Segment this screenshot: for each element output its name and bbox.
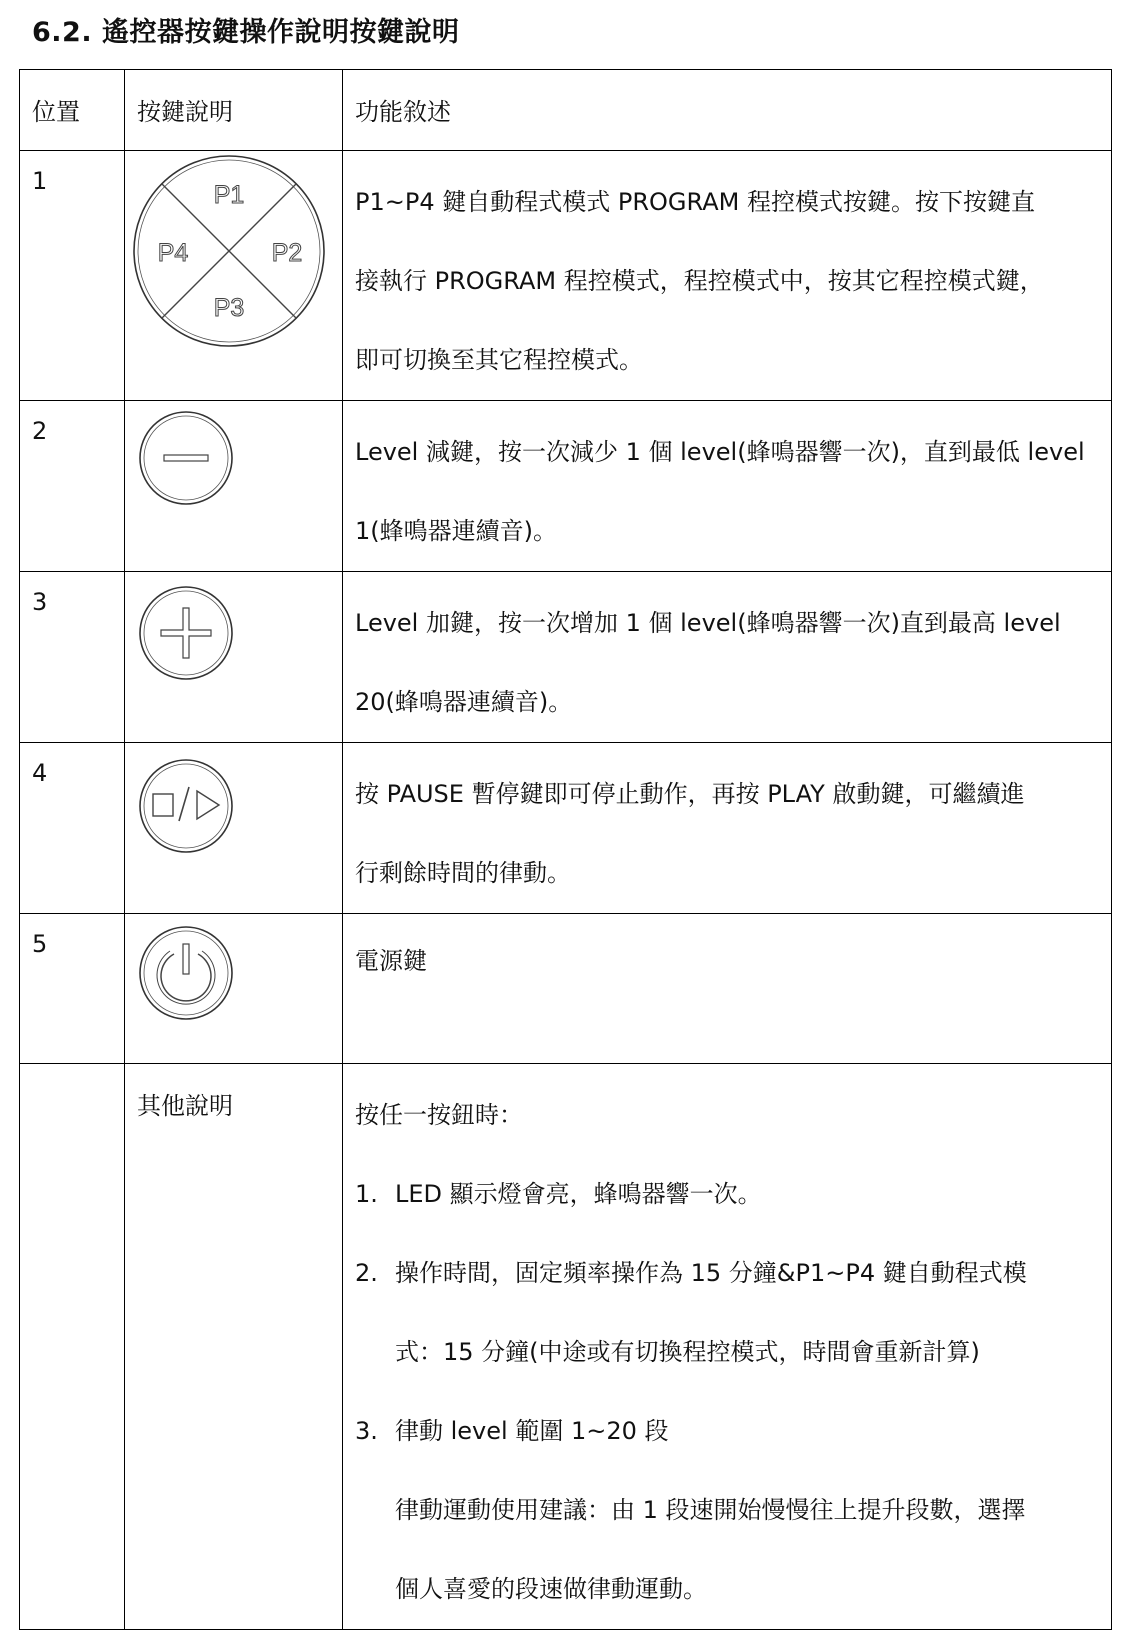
description-line: 20(蜂鳴器連續音)。 [355,688,573,716]
row-icon-cell [125,743,343,914]
other-description [343,1064,1112,1630]
row-description [343,914,1112,1064]
list-item-continuation: 式：15 分鐘(中途或有切換程控模式，時間會重新計算) [395,1338,980,1366]
pause-play-icon [131,751,241,861]
row-position: 2 [20,401,125,572]
minus-icon [131,403,241,513]
page-title: 6.2. 遙控器按鍵操作說明按鍵說明 [32,17,460,48]
row-icon-cell [125,914,343,1064]
list-item-continuation: 律動運動使用建議：由 1 段速開始慢慢往上提升段數，選擇 [395,1496,1026,1524]
list-item-continuation: 個人喜愛的段速做律動運動。 [395,1575,707,1603]
list-item-text: 操作時間，固定頻率操作為 15 分鐘&P1~P4 鍵自動程式模 [395,1259,1027,1287]
table-header-row [20,70,1112,151]
list-item-text: 律動 level 範圍 1~20 段 [395,1417,669,1445]
row-description [343,151,1112,401]
row-icon-cell [125,572,343,743]
list-item-number: 1. [355,1180,378,1208]
description-line: Level 加鍵，按一次增加 1 個 level(蜂鳴器響一次)直到最高 level [355,609,1061,637]
description-line: 接執行 PROGRAM 程控模式，程控模式中，按其它程控模式鍵， [355,267,1044,295]
table-row [20,151,1112,401]
description-line: 按 PAUSE 暫停鍵即可停止動作，再按 PLAY 啟動鍵，可繼續進 [355,780,1025,808]
p1-label: P1 [213,181,245,209]
description-line: 電源鍵 [355,947,427,975]
header-position: 位置 [20,70,125,151]
plus-icon [131,578,241,688]
row-icon-cell [125,401,343,572]
p4-label: P4 [157,239,189,267]
row-description [343,572,1112,743]
power-icon [131,918,241,1028]
description-line: 1(蜂鳴器連續音)。 [355,517,557,545]
other-label: 其他說明 [125,1064,343,1630]
row-position: 4 [20,743,125,914]
header-function: 功能敘述 [343,70,1112,151]
table-row [20,743,1112,914]
row-icon-cell [125,151,343,401]
description-line: Level 減鍵，按一次減少 1 個 level(蜂鳴器響一次)，直到最低 level [355,438,1085,466]
table-row [20,914,1112,1064]
description-line: 行剩餘時間的律動。 [355,859,571,887]
key-description-table [19,69,1112,1630]
list-item-number: 3. [355,1417,378,1445]
list-item-number: 2. [355,1259,378,1287]
list-item [355,1234,1101,1313]
table-row-other [20,1064,1112,1630]
row-position: 5 [20,914,125,1064]
p1-p4-program-icon [131,151,331,381]
row-position: 3 [20,572,125,743]
row-position: 1 [20,151,125,401]
table-row [20,572,1112,743]
description-line: P1~P4 鍵自動程式模式 PROGRAM 程控模式按鍵。按下按鍵直 [355,188,1035,216]
list-item [355,1392,1101,1471]
row-description [343,401,1112,572]
row-description [343,743,1112,914]
list-item-text: LED 顯示燈會亮，蜂鳴器響一次。 [395,1180,762,1208]
p3-label: P3 [213,294,245,322]
list-item [355,1155,1101,1234]
description-line: 即可切換至其它程控模式。 [355,346,643,374]
p2-label: P2 [271,239,303,267]
row-position-empty [20,1064,125,1630]
header-key: 按鍵說明 [125,70,343,151]
other-intro: 按任一按鈕時： [355,1101,523,1129]
table-row [20,401,1112,572]
